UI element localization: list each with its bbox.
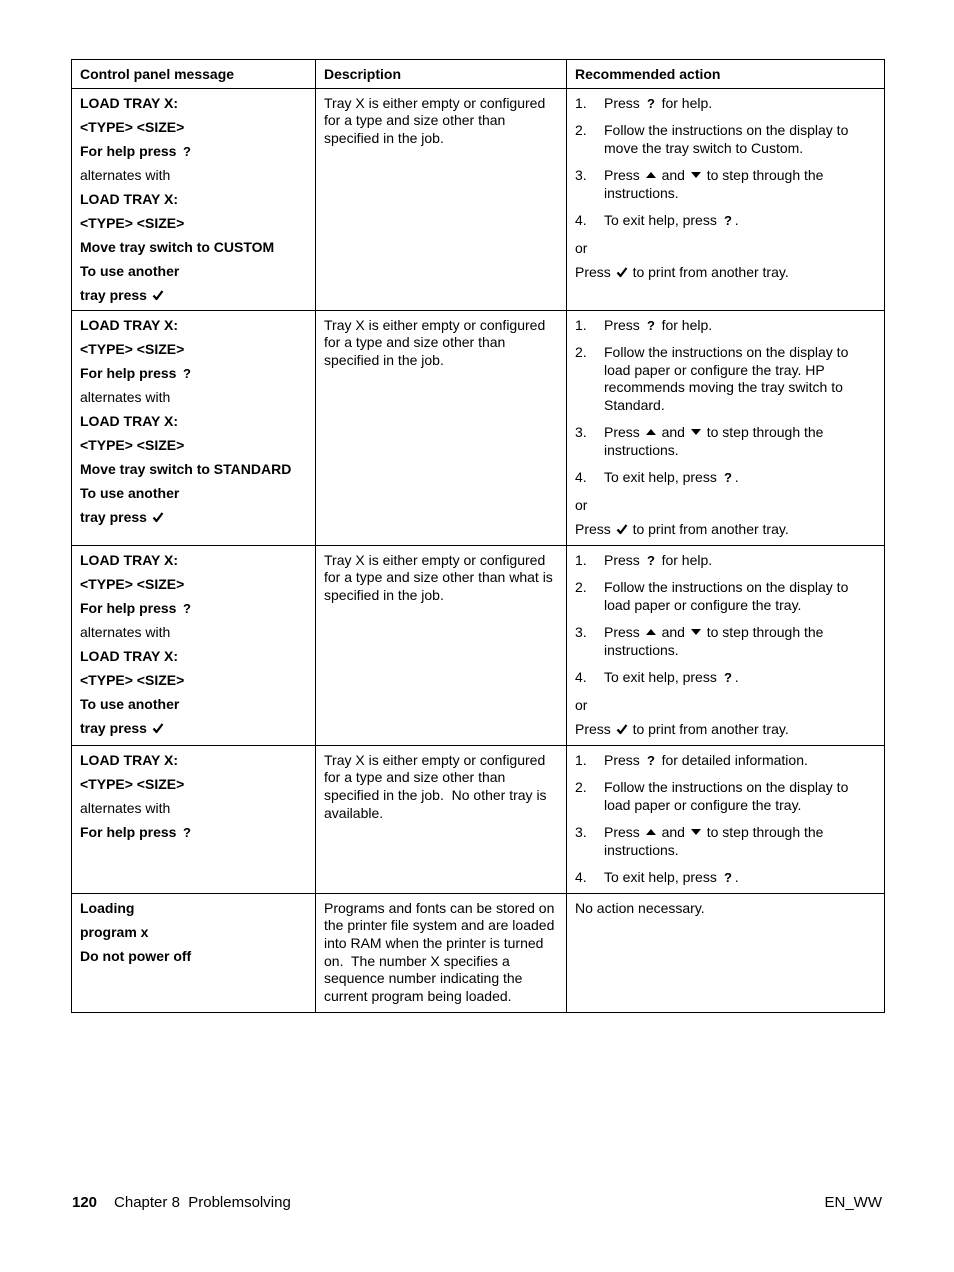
action-note <box>575 900 876 918</box>
message-line <box>80 648 307 665</box>
description-text: Tray X is either empty or configured for a type and size other than specified in the job. No other tray is available. <box>324 751 551 821</box>
down-arrow-icon <box>690 625 702 637</box>
message-text: tray press <box>80 508 147 525</box>
help-icon <box>722 870 734 882</box>
text-fragment: Press <box>604 316 644 333</box>
message-line <box>80 143 307 160</box>
message-line <box>80 720 307 737</box>
action-cell <box>567 310 885 545</box>
down-arrow-icon <box>690 168 702 180</box>
svg-text:?: ? <box>646 753 655 766</box>
text-fragment: To exit help, press <box>604 669 721 685</box>
message-text: <TYPE> <SIZE> <box>80 214 185 231</box>
help-icon <box>722 670 734 682</box>
action-note <box>575 721 876 739</box>
message-text: For help press <box>80 142 177 159</box>
text-fragment: and <box>657 824 689 840</box>
message-text: Loading <box>80 899 135 916</box>
text-fragment: Press <box>575 521 615 537</box>
message-line <box>80 413 307 430</box>
message-text: LOAD TRAY X: <box>80 316 179 333</box>
message-text: LOAD TRAY X: <box>80 94 179 111</box>
message-text: alternates with <box>80 388 171 405</box>
footer-left <box>72 1194 291 1212</box>
checkmark-icon <box>152 288 164 300</box>
message-cell <box>72 88 316 310</box>
action-step <box>575 344 876 414</box>
down-arrow-icon <box>690 425 702 437</box>
action-step <box>575 122 876 157</box>
step-number: 2. <box>575 779 587 795</box>
message-cell <box>72 745 316 893</box>
help-icon <box>645 318 657 330</box>
message-text: <TYPE> <SIZE> <box>80 775 185 792</box>
action-cell <box>567 745 885 893</box>
text-fragment: Press <box>604 824 644 840</box>
step-number: 3. <box>575 167 587 183</box>
text-fragment: to print from another tray. <box>628 521 789 537</box>
table-row <box>72 893 885 1012</box>
step-text <box>604 122 876 157</box>
description-cell <box>316 310 567 545</box>
text-fragment: Press <box>575 721 615 737</box>
message-text: LOAD TRAY X: <box>80 551 179 568</box>
checkmark-icon <box>152 721 164 733</box>
page-number: 120 <box>72 1194 98 1211</box>
message-cell <box>72 310 316 545</box>
text-fragment: to print from another tray. <box>628 721 789 737</box>
svg-text:?: ? <box>646 318 655 331</box>
help-icon <box>722 213 734 225</box>
text-fragment: To exit help, press <box>604 869 721 885</box>
text-fragment: Press <box>604 624 644 640</box>
text-fragment: or <box>575 696 588 713</box>
table-row <box>72 88 885 310</box>
step-text <box>604 469 876 487</box>
message-text: LOAD TRAY X: <box>80 190 179 207</box>
step-number: 2. <box>575 579 587 595</box>
svg-text:?: ? <box>646 553 655 566</box>
text-fragment: and <box>657 424 689 440</box>
message-line <box>80 752 307 769</box>
step-number: 1. <box>575 94 587 111</box>
message-text: To use another <box>80 484 180 501</box>
column-header-action: Recommended action <box>567 60 885 89</box>
message-text: For help press <box>80 364 177 381</box>
column-header-message: Control panel message <box>72 60 316 89</box>
message-text: To use another <box>80 695 180 712</box>
message-text: To use another <box>80 262 180 279</box>
svg-text:?: ? <box>183 366 192 379</box>
message-line <box>80 900 307 917</box>
checkmark-icon <box>152 510 164 522</box>
action-cell <box>567 893 885 1012</box>
step-text <box>604 869 876 887</box>
column-header-description: Description <box>316 60 567 89</box>
message-line <box>80 317 307 334</box>
step-text <box>604 317 876 335</box>
text-fragment: to print from another tray. <box>628 264 789 280</box>
message-text: Move tray switch to CUSTOM <box>80 238 275 255</box>
svg-text:?: ? <box>723 214 732 226</box>
step-text <box>604 552 876 570</box>
text-fragment: To exit help, press <box>604 212 721 228</box>
message-text: <TYPE> <SIZE> <box>80 671 185 688</box>
message-cell <box>72 545 316 745</box>
step-text <box>604 779 876 814</box>
message-text: tray press <box>80 286 147 303</box>
text-fragment: No action necessary. <box>575 899 705 916</box>
action-note <box>575 264 876 282</box>
action-steps <box>575 752 876 887</box>
text-fragment: and <box>657 624 689 640</box>
text-fragment: . <box>734 669 739 685</box>
text-fragment: . <box>734 469 739 485</box>
message-line <box>80 776 307 793</box>
help-icon <box>181 825 193 837</box>
step-text <box>604 424 876 459</box>
action-note <box>575 521 876 539</box>
up-arrow-icon <box>645 625 657 637</box>
text-fragment: Press <box>575 264 615 280</box>
text-fragment: Follow the instructions on the display to move the tray switch to Custom. <box>604 122 853 156</box>
description-cell <box>316 545 567 745</box>
action-cell <box>567 88 885 310</box>
description-text: Tray X is either empty or configured for a type and size other than what is specified in the job. <box>324 551 557 603</box>
step-number: 2. <box>575 122 587 138</box>
message-line <box>80 167 307 184</box>
action-step <box>575 424 876 459</box>
description-cell <box>316 88 567 310</box>
message-text: For help press <box>80 599 177 616</box>
action-step <box>575 869 876 887</box>
action-step <box>575 212 876 230</box>
action-note <box>575 240 876 258</box>
message-line <box>80 824 307 841</box>
help-icon <box>645 553 657 565</box>
step-text <box>604 167 876 202</box>
message-text: <TYPE> <SIZE> <box>80 575 185 592</box>
step-text <box>604 344 876 414</box>
message-line <box>80 389 307 406</box>
text-fragment: for detailed information. <box>657 751 808 768</box>
action-step <box>575 779 876 814</box>
table-row <box>72 545 885 745</box>
message-text: <TYPE> <SIZE> <box>80 436 185 453</box>
checkmark-icon <box>616 265 628 277</box>
down-arrow-icon <box>690 825 702 837</box>
step-text <box>604 624 876 659</box>
step-number: 4. <box>575 669 587 685</box>
step-number: 4. <box>575 869 587 885</box>
text-fragment: to step through the instructions. <box>604 624 828 658</box>
description-cell <box>316 893 567 1012</box>
help-icon <box>722 470 734 482</box>
footer-locale: EN_WW <box>824 1194 882 1211</box>
message-line <box>80 800 307 817</box>
action-step <box>575 824 876 859</box>
text-fragment: for help. <box>657 316 713 333</box>
step-text <box>604 752 876 770</box>
step-text <box>604 669 876 687</box>
message-text: tray press <box>80 719 147 736</box>
step-number: 3. <box>575 624 587 640</box>
step-number: 4. <box>575 212 587 228</box>
step-text <box>604 95 876 113</box>
message-line <box>80 263 307 280</box>
message-text: For help press <box>80 823 177 840</box>
message-text: alternates with <box>80 799 171 816</box>
message-line <box>80 287 307 304</box>
message-cell <box>72 893 316 1012</box>
help-icon <box>181 601 193 613</box>
text-fragment: for help. <box>657 551 713 568</box>
action-step <box>575 624 876 659</box>
checkmark-icon <box>616 522 628 534</box>
help-icon <box>645 753 657 765</box>
step-number: 3. <box>575 824 587 840</box>
message-text: Move tray switch to STANDARD <box>80 460 292 477</box>
action-steps <box>575 95 876 230</box>
description-text: Tray X is either empty or configured for a type and size other than specified in the job. <box>324 94 550 146</box>
up-arrow-icon <box>645 825 657 837</box>
step-number: 3. <box>575 424 587 440</box>
description-text: Tray X is either empty or configured for a type and size other than specified in the job. <box>324 316 550 368</box>
text-fragment: Press <box>604 167 644 183</box>
message-line <box>80 600 307 617</box>
message-text: alternates with <box>80 166 171 183</box>
message-line <box>80 485 307 502</box>
text-fragment: or <box>575 496 588 513</box>
message-text: LOAD TRAY X: <box>80 412 179 429</box>
action-steps <box>575 317 876 487</box>
message-line <box>80 461 307 478</box>
svg-text:?: ? <box>183 825 192 838</box>
text-fragment: . <box>734 869 739 885</box>
message-text: alternates with <box>80 623 171 640</box>
help-icon <box>181 366 193 378</box>
message-line <box>80 576 307 593</box>
action-step <box>575 317 876 335</box>
message-line <box>80 341 307 358</box>
message-text: LOAD TRAY X: <box>80 751 179 768</box>
action-step <box>575 752 876 770</box>
text-fragment: to step through the instructions. <box>604 424 828 458</box>
svg-text:?: ? <box>646 96 655 109</box>
text-fragment: Press <box>604 551 644 568</box>
help-icon <box>181 144 193 156</box>
message-line <box>80 239 307 256</box>
chapter-title: Chapter 8 Problemsolving <box>114 1194 291 1211</box>
step-text <box>604 579 876 614</box>
svg-text:?: ? <box>723 871 732 883</box>
message-line <box>80 437 307 454</box>
message-line <box>80 95 307 112</box>
step-text <box>604 212 876 230</box>
step-text <box>604 824 876 859</box>
message-text: program x <box>80 923 149 940</box>
message-line <box>80 672 307 689</box>
message-line <box>80 509 307 526</box>
action-cell <box>567 545 885 745</box>
table-row <box>72 310 885 545</box>
action-note <box>575 497 876 515</box>
text-fragment: for help. <box>657 94 713 111</box>
control-panel-messages-table <box>71 59 885 1013</box>
up-arrow-icon <box>645 425 657 437</box>
table-header-row <box>72 60 885 89</box>
message-line <box>80 552 307 569</box>
text-fragment: Press <box>604 94 644 111</box>
text-fragment: Follow the instructions on the display to load paper or configure the tray. <box>604 579 853 613</box>
text-fragment: Follow the instructions on the display to load paper or configure the tray. HP recommends moving the tray switch to Standard. <box>604 344 853 413</box>
action-step <box>575 579 876 614</box>
message-line <box>80 948 307 965</box>
message-text: LOAD TRAY X: <box>80 647 179 664</box>
text-fragment: To exit help, press <box>604 469 721 485</box>
description-text: Programs and fonts can be stored on the printer file system and are loaded into RAM when the printer is turned on. The number X specifies a sequence number indicating the current program being loaded. <box>324 899 559 1005</box>
text-fragment: to step through the instructions. <box>604 824 828 858</box>
action-step <box>575 167 876 202</box>
message-line <box>80 696 307 713</box>
text-fragment: Follow the instructions on the display to load paper or configure the tray. <box>604 779 853 813</box>
text-fragment: and <box>657 167 689 183</box>
text-fragment: to step through the instructions. <box>604 167 828 201</box>
action-step <box>575 669 876 687</box>
message-line <box>80 215 307 232</box>
step-number: 4. <box>575 469 587 485</box>
action-note <box>575 697 876 715</box>
svg-text:?: ? <box>183 601 192 614</box>
text-fragment: . <box>734 212 739 228</box>
text-fragment: or <box>575 239 588 256</box>
up-arrow-icon <box>645 168 657 180</box>
description-cell <box>316 745 567 893</box>
message-line <box>80 924 307 941</box>
table-body <box>72 88 885 1012</box>
step-number: 2. <box>575 344 587 360</box>
svg-text:?: ? <box>183 144 192 157</box>
message-line <box>80 365 307 382</box>
message-text: <TYPE> <SIZE> <box>80 340 185 357</box>
action-step <box>575 552 876 570</box>
step-number: 1. <box>575 751 587 768</box>
step-number: 1. <box>575 551 587 568</box>
step-number: 1. <box>575 316 587 333</box>
text-fragment: Press <box>604 751 644 768</box>
text-fragment: Press <box>604 424 644 440</box>
message-line <box>80 119 307 136</box>
action-steps <box>575 552 876 687</box>
message-line <box>80 191 307 208</box>
message-text: <TYPE> <SIZE> <box>80 118 185 135</box>
checkmark-icon <box>616 722 628 734</box>
message-line <box>80 624 307 641</box>
svg-text:?: ? <box>723 671 732 683</box>
action-step <box>575 469 876 487</box>
svg-text:?: ? <box>723 471 732 483</box>
table-row <box>72 745 885 893</box>
action-step <box>575 95 876 113</box>
message-text: Do not power off <box>80 947 192 964</box>
help-icon <box>645 96 657 108</box>
